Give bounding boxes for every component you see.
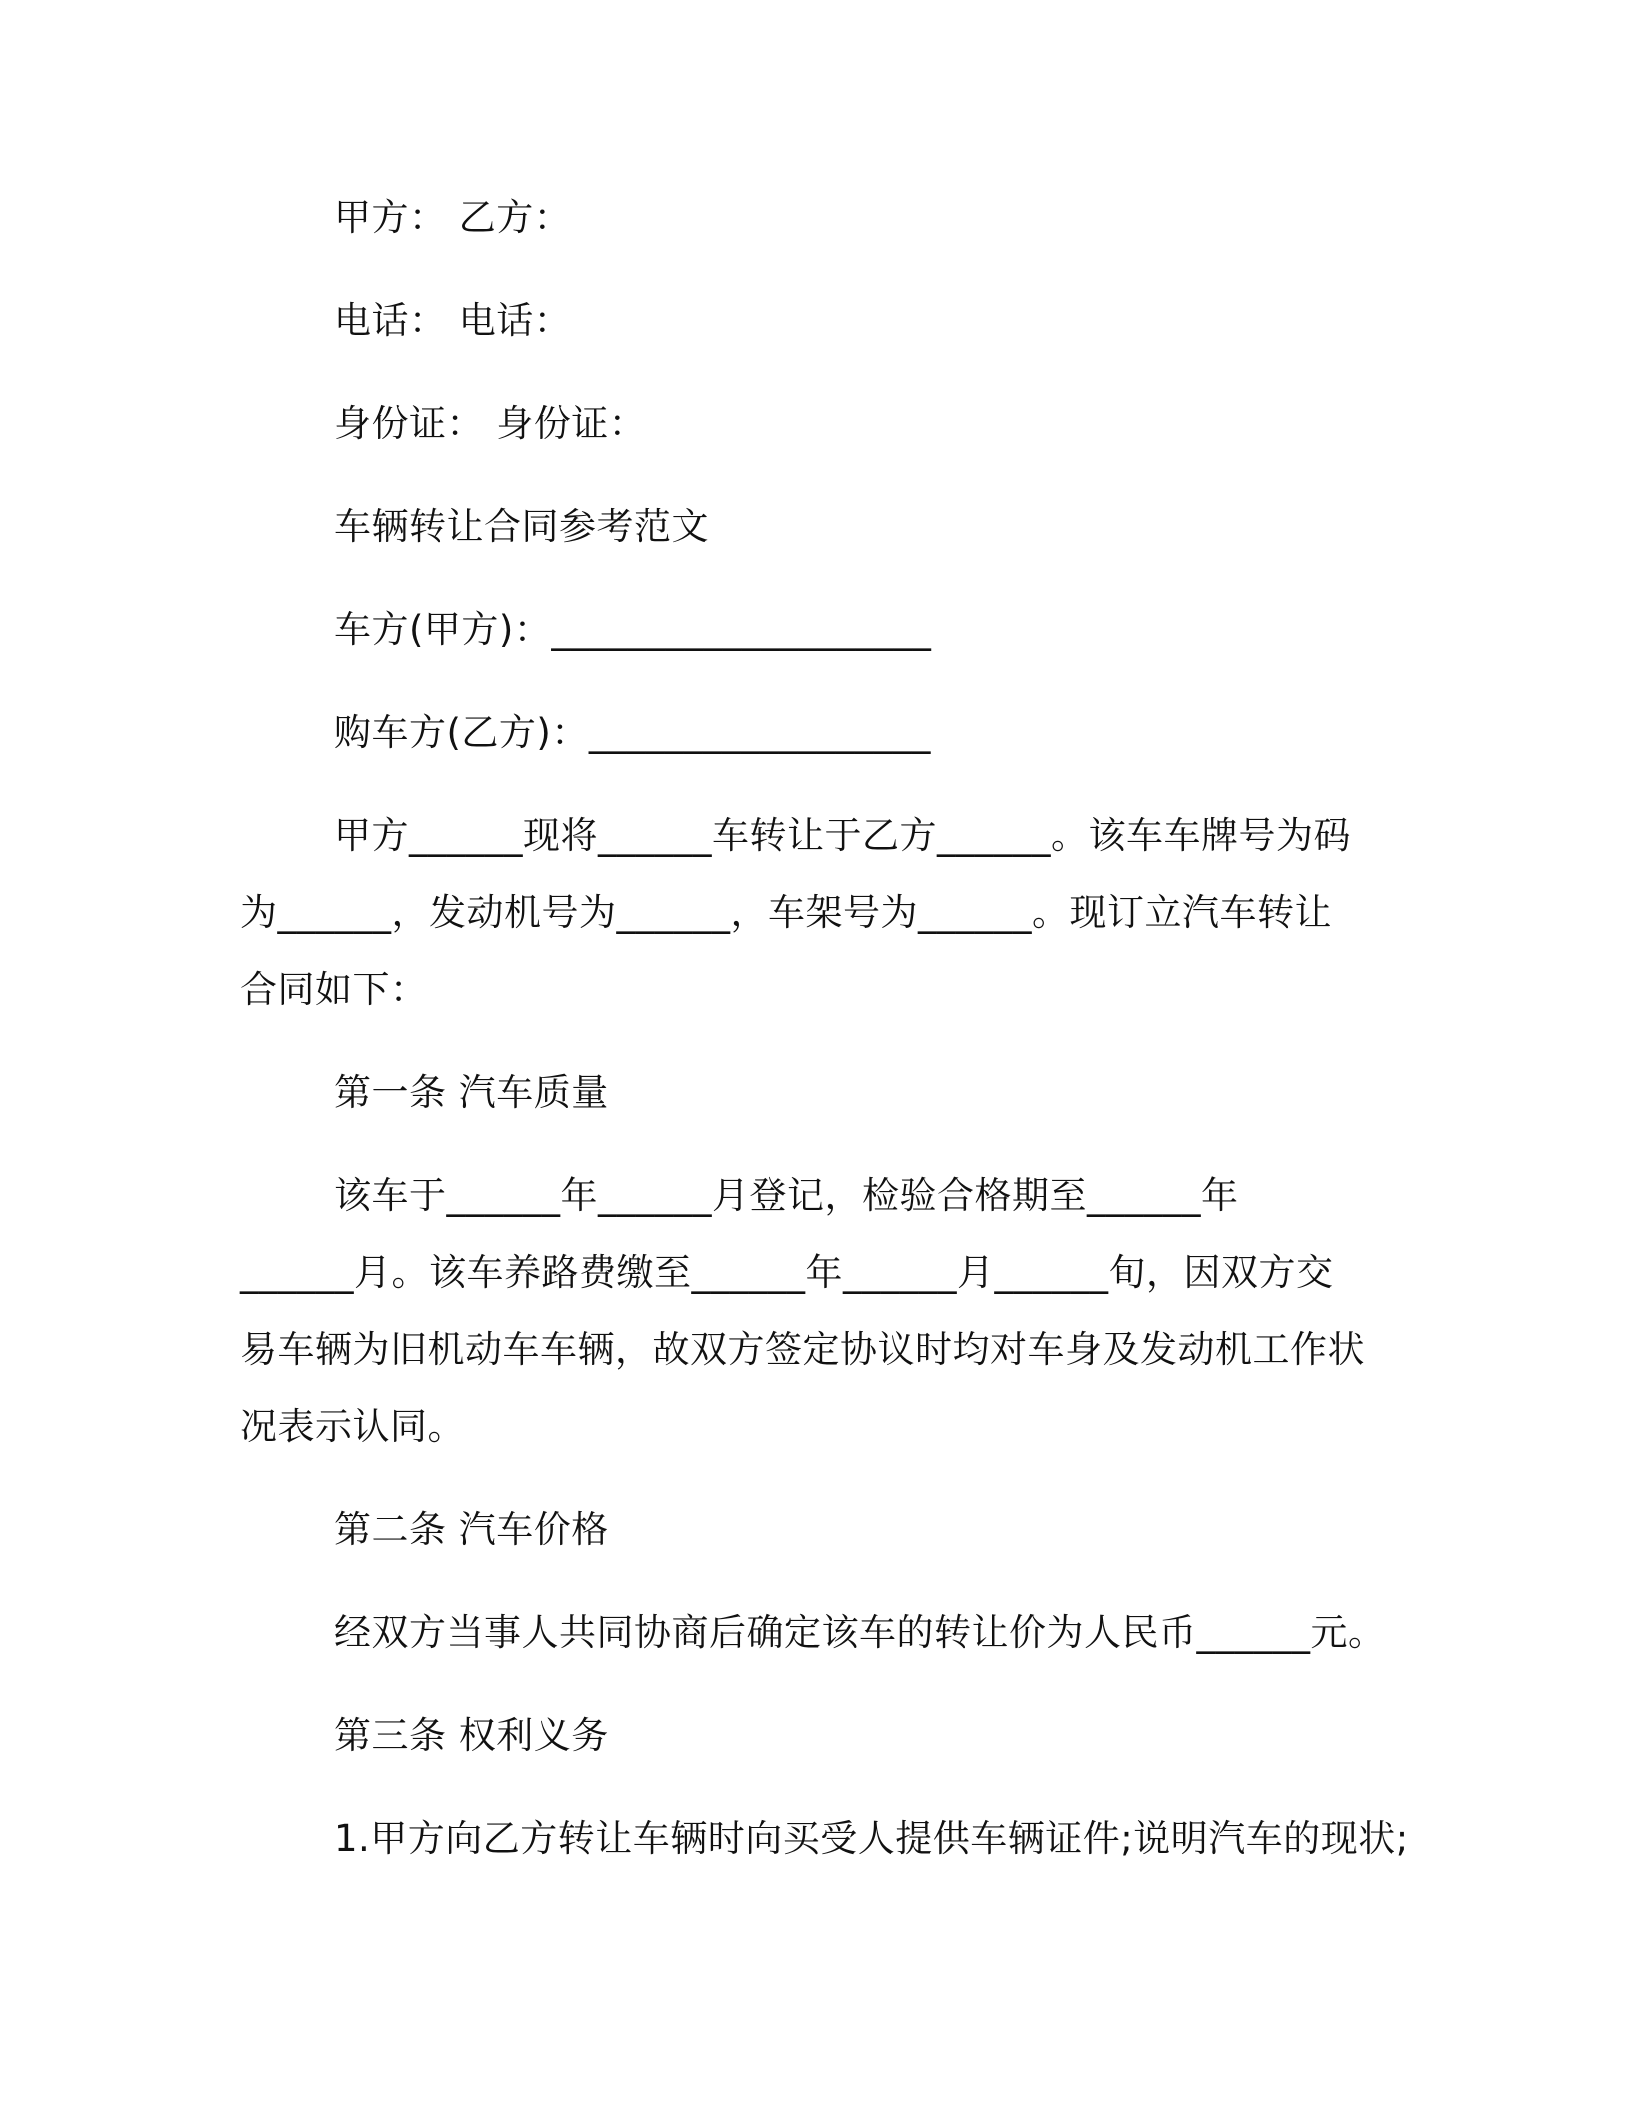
article1-line-2: ______月。该车养路费缴至______年______月______旬，因双方交 (240, 1251, 1334, 1294)
id-line: 身份证： 身份证： (334, 402, 647, 445)
article1-line-1: 该车于______年______月登记，检验合格期至______年 (334, 1174, 1239, 1217)
seller-line: 车方(甲方)：____________________ (334, 608, 932, 651)
article1-line-3: 易车辆为旧机动车车辆，故双方签定协议时均对车身及发动机工作状 (240, 1328, 1365, 1371)
party-line: 甲方： 乙方： (334, 196, 572, 239)
article3-heading: 第三条 权利义务 (334, 1714, 609, 1757)
article2-body: 经双方当事人共同协商后确定该车的转让价为人民币______元。 (334, 1611, 1386, 1654)
article1-heading: 第一条 汽车质量 (334, 1071, 609, 1114)
phone-line: 电话： 电话： (334, 299, 572, 342)
document-title: 车辆转让合同参考范文 (334, 505, 709, 548)
article1-line-4: 况表示认同。 (240, 1405, 465, 1448)
intro-line-1: 甲方______现将______车转让于乙方______。该车车牌号为码 (334, 814, 1351, 857)
article3-item-1: 1.甲方向乙方转让车辆时向买受人提供车辆证件;说明汽车的现状; (334, 1817, 1409, 1860)
intro-line-2: 为______，发动机号为______，车架号为______。现订立汽车转让 (240, 891, 1332, 934)
article2-heading: 第二条 汽车价格 (334, 1508, 609, 1551)
intro-line-3: 合同如下： (240, 968, 428, 1011)
buyer-line: 购车方(乙方)：__________________ (334, 711, 931, 754)
